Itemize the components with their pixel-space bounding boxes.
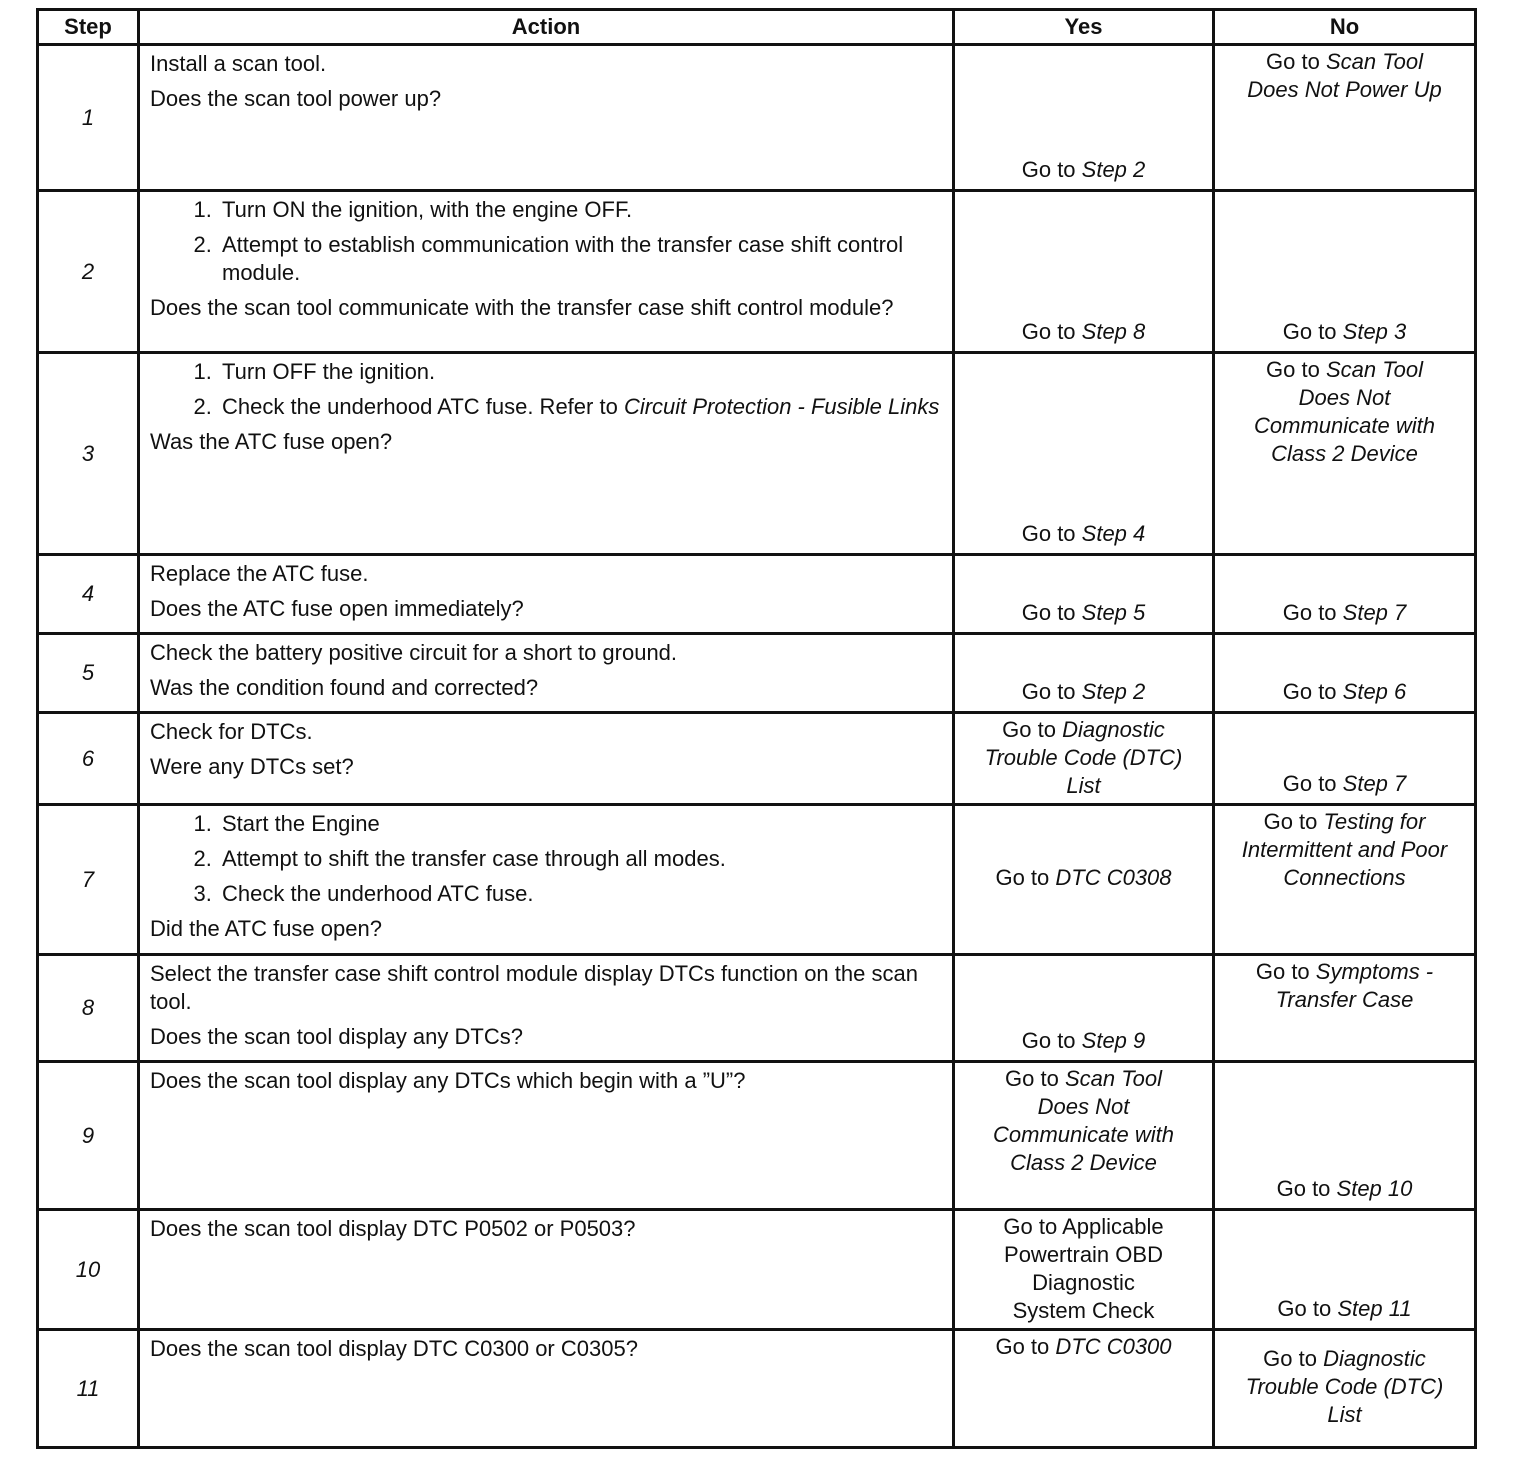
answer-stack xyxy=(959,356,1208,548)
text-run: Go to xyxy=(1282,679,1343,704)
text-run: Step 8 xyxy=(1081,319,1146,344)
action-steps xyxy=(150,358,942,421)
no-cell xyxy=(1214,805,1476,955)
spacer xyxy=(959,1177,1208,1203)
answer-line xyxy=(959,1121,1208,1149)
action-step: 3. Check the underhood ATC fuse. xyxy=(218,880,942,908)
table-row xyxy=(38,353,1476,555)
text-run: List xyxy=(1327,1402,1362,1427)
yes-cell xyxy=(954,1062,1214,1210)
no-cell xyxy=(1214,1330,1476,1448)
text-run: Go to xyxy=(1266,49,1326,74)
no-cell xyxy=(1214,1062,1476,1210)
answer-line xyxy=(1219,864,1470,892)
answer-line xyxy=(1219,599,1470,627)
yes-cell xyxy=(954,45,1214,191)
yes-cell xyxy=(954,1330,1214,1448)
text-run: List xyxy=(1066,773,1101,798)
text-run: Step 7 xyxy=(1342,600,1407,625)
no-cell xyxy=(1214,353,1476,555)
spacer xyxy=(1219,104,1470,184)
action-question: Does the scan tool communicate with the transfer case shift control module? xyxy=(150,295,894,320)
answer-line xyxy=(959,520,1208,548)
answer-stack xyxy=(1219,716,1470,798)
answer-line xyxy=(1219,1175,1470,1203)
text-run: Trouble Code (DTC) xyxy=(1245,1374,1444,1399)
table-row xyxy=(38,555,1476,634)
text-run: Communicate with xyxy=(993,1122,1174,1147)
table-row xyxy=(38,191,1476,353)
text-run: Class 2 Device xyxy=(1271,441,1418,466)
spacer xyxy=(959,808,1208,864)
no-cell xyxy=(1214,45,1476,191)
step-number: 8 xyxy=(38,955,139,1062)
action-question: Was the condition found and corrected? xyxy=(150,675,539,700)
spacer xyxy=(1219,637,1470,678)
table-row xyxy=(38,45,1476,191)
text-run: Does Not Power Up xyxy=(1247,77,1442,102)
text-run: Go to xyxy=(1266,357,1326,382)
text-run: DTC C0308 xyxy=(1055,865,1172,890)
spacer xyxy=(1219,716,1470,770)
text-run: DTC C0300 xyxy=(1055,1334,1172,1359)
answer-line xyxy=(959,1149,1208,1177)
spacer xyxy=(1219,558,1470,599)
answer-line xyxy=(1219,412,1470,440)
spacer xyxy=(1219,892,1470,948)
step-number: 11 xyxy=(38,1330,139,1448)
header-action: Action xyxy=(139,10,954,45)
action-text: Check the battery positive circuit for a short to ground. xyxy=(150,640,678,665)
text-run: Testing for xyxy=(1323,809,1426,834)
action-question: Does the scan tool display any DTCs which begin with a ”U”? xyxy=(150,1068,746,1093)
action-cell xyxy=(139,805,954,955)
answer-stack xyxy=(1219,1333,1470,1441)
table-row xyxy=(38,1330,1476,1448)
spacer xyxy=(1219,1429,1470,1441)
answer-line xyxy=(959,599,1208,627)
step-number: 7 xyxy=(38,805,139,955)
action-question: Were any DTCs set? xyxy=(150,754,354,779)
action-cell xyxy=(139,1210,954,1330)
answer-line xyxy=(959,156,1208,184)
spacer xyxy=(959,48,1208,156)
text-run: Go to xyxy=(1263,809,1324,834)
yes-cell xyxy=(954,1210,1214,1330)
action-cell xyxy=(139,353,954,555)
step-number: 3 xyxy=(38,353,139,555)
table-row xyxy=(38,1210,1476,1330)
text-run: Does Not xyxy=(1037,1094,1130,1119)
answer-line xyxy=(959,716,1208,744)
text-run: Go to xyxy=(995,865,1056,890)
action-text: Check for DTCs. xyxy=(150,719,313,744)
action-question: Does the scan tool display DTC P0502 or P0503? xyxy=(150,1216,636,1241)
answer-line xyxy=(959,1241,1208,1269)
text-run: Go to xyxy=(995,1334,1056,1359)
text-run: Transfer Case xyxy=(1275,987,1414,1012)
action-cell xyxy=(139,1062,954,1210)
text-run: Scan Tool xyxy=(1064,1066,1162,1091)
text-run: Step 9 xyxy=(1081,1028,1146,1053)
action-cell xyxy=(139,634,954,713)
answer-stack xyxy=(959,558,1208,627)
text-run: Go to xyxy=(1021,1028,1082,1053)
yes-cell xyxy=(954,634,1214,713)
text-run: Go to xyxy=(1021,521,1082,546)
answer-line xyxy=(1219,48,1470,76)
answer-stack xyxy=(959,1333,1208,1441)
answer-stack xyxy=(959,48,1208,184)
yes-cell xyxy=(954,805,1214,955)
step-number: 5 xyxy=(38,634,139,713)
action-question: Does the scan tool display any DTCs? xyxy=(150,1024,523,1049)
answer-line xyxy=(959,772,1208,800)
step-number: 1 xyxy=(38,45,139,191)
header-no: No xyxy=(1214,10,1476,45)
text-run: Diagnostic xyxy=(1062,717,1165,742)
answer-stack xyxy=(1219,1065,1470,1203)
text-run: Go to xyxy=(1282,771,1343,796)
answer-stack xyxy=(1219,958,1470,1055)
answer-line xyxy=(1219,318,1470,346)
answer-line xyxy=(1219,356,1470,384)
answer-line xyxy=(1219,986,1470,1014)
header-step: Step xyxy=(38,10,139,45)
answer-line xyxy=(959,744,1208,772)
yes-cell xyxy=(954,955,1214,1062)
answer-line xyxy=(1219,1401,1470,1429)
answer-line xyxy=(959,318,1208,346)
table-row xyxy=(38,1062,1476,1210)
no-cell xyxy=(1214,191,1476,353)
action-cell xyxy=(139,45,954,191)
text-run: Circuit Protection - Fusible Links xyxy=(623,394,940,419)
answer-line xyxy=(1219,1295,1470,1323)
answer-line xyxy=(1219,440,1470,468)
text-run: Go to xyxy=(1021,319,1082,344)
answer-stack xyxy=(959,1213,1208,1323)
answer-stack xyxy=(1219,1213,1470,1323)
answer-stack xyxy=(959,716,1208,798)
yes-cell xyxy=(954,191,1214,353)
action-question: Does the scan tool power up? xyxy=(150,86,442,111)
answer-stack xyxy=(1219,48,1470,184)
no-cell xyxy=(1214,1210,1476,1330)
step-number: 6 xyxy=(38,713,139,805)
answer-stack xyxy=(1219,356,1470,548)
spacer xyxy=(1219,1213,1470,1295)
text-run: Step 2 xyxy=(1081,157,1146,182)
spacer xyxy=(1219,1014,1470,1055)
answer-line xyxy=(1219,678,1470,706)
text-run: Check the underhood ATC fuse. Refer to xyxy=(222,394,624,419)
no-cell xyxy=(1214,555,1476,634)
spacer xyxy=(959,1361,1208,1441)
answer-line xyxy=(959,1027,1208,1055)
spacer xyxy=(959,558,1208,599)
action-question: Does the scan tool display DTC C0300 or C0305? xyxy=(150,1336,638,1361)
spacer xyxy=(959,958,1208,1027)
spacer xyxy=(1219,1065,1470,1175)
spacer xyxy=(959,892,1208,948)
text-run: Scan Tool xyxy=(1325,357,1423,382)
answer-line xyxy=(959,1269,1208,1297)
table-row xyxy=(38,713,1476,805)
text-run: Go to xyxy=(1002,717,1063,742)
answer-line xyxy=(1219,76,1470,104)
text-run: Go to xyxy=(1282,319,1343,344)
yes-cell xyxy=(954,353,1214,555)
text-run: Go to xyxy=(1277,1296,1338,1321)
answer-line xyxy=(959,1093,1208,1121)
text-run: Scan Tool xyxy=(1325,49,1423,74)
answer-line xyxy=(959,1333,1208,1361)
action-steps xyxy=(150,196,942,287)
answer-line xyxy=(959,1213,1208,1241)
no-cell xyxy=(1214,634,1476,713)
header-yes: Yes xyxy=(954,10,1214,45)
action-step xyxy=(218,393,942,421)
text-run: Class 2 Device xyxy=(1010,1150,1157,1175)
action-question: Did the ATC fuse open? xyxy=(150,916,382,941)
answer-stack xyxy=(1219,808,1470,948)
text-run: Symptoms - xyxy=(1315,959,1434,984)
text-run: Connections xyxy=(1283,865,1406,890)
answer-stack xyxy=(959,637,1208,706)
answer-line xyxy=(1219,770,1470,798)
action-cell xyxy=(139,955,954,1062)
action-step: 1. Turn OFF the ignition. xyxy=(218,358,942,386)
text-run: Trouble Code (DTC) xyxy=(984,745,1183,770)
answer-stack xyxy=(1219,637,1470,706)
text-run: Step 10 xyxy=(1336,1176,1413,1201)
action-text: Install a scan tool. xyxy=(150,51,327,76)
answer-line xyxy=(1219,384,1470,412)
text-run: Go to xyxy=(1021,157,1082,182)
answer-stack xyxy=(959,808,1208,948)
answer-line xyxy=(959,678,1208,706)
text-run: Communicate with xyxy=(1254,413,1435,438)
text-run: Step 4 xyxy=(1081,521,1146,546)
text-run: Go to xyxy=(1021,600,1082,625)
answer-stack xyxy=(959,1065,1208,1203)
answer-stack xyxy=(959,958,1208,1055)
text-run: Go to xyxy=(1005,1066,1065,1091)
yes-cell xyxy=(954,713,1214,805)
answer-line xyxy=(1219,958,1470,986)
text-run: Step 7 xyxy=(1342,771,1407,796)
text-run: Go to xyxy=(1021,679,1082,704)
diagnostic-table xyxy=(36,8,1477,1449)
spacer xyxy=(1219,194,1470,318)
spacer xyxy=(959,637,1208,678)
text-run: Powertrain OBD xyxy=(1004,1242,1163,1267)
text-run: Intermittent and Poor xyxy=(1241,837,1448,862)
answer-line xyxy=(959,1297,1208,1325)
action-step: 2. Attempt to shift the transfer case through all modes. xyxy=(218,845,942,873)
answer-line xyxy=(1219,1373,1470,1401)
answer-line xyxy=(1219,1345,1470,1373)
answer-stack xyxy=(1219,558,1470,627)
answer-stack xyxy=(1219,194,1470,346)
text-run: Step 11 xyxy=(1337,1296,1412,1321)
text-run: Go to xyxy=(1255,959,1316,984)
step-number: 10 xyxy=(38,1210,139,1330)
text-run: Step 5 xyxy=(1081,600,1146,625)
text-run: System Check xyxy=(1012,1298,1155,1323)
action-step: 1. Start the Engine xyxy=(218,810,942,838)
answer-line xyxy=(959,1065,1208,1093)
action-question: Does the ATC fuse open immediately? xyxy=(150,596,524,621)
action-question: Was the ATC fuse open? xyxy=(150,429,393,454)
text-run: Diagnostic xyxy=(1032,1270,1135,1295)
action-step: 1. Turn ON the ignition, with the engine OFF. xyxy=(218,196,942,224)
spacer xyxy=(1219,468,1470,548)
action-text: Replace the ATC fuse. xyxy=(150,561,369,586)
text-run: Does Not xyxy=(1298,385,1391,410)
header-row xyxy=(38,10,1476,45)
table-row xyxy=(38,955,1476,1062)
answer-line xyxy=(1219,836,1470,864)
text-run: Go to xyxy=(1276,1176,1337,1201)
action-cell xyxy=(139,713,954,805)
action-cell xyxy=(139,1330,954,1448)
answer-stack xyxy=(959,194,1208,346)
no-cell xyxy=(1214,713,1476,805)
spacer xyxy=(959,194,1208,318)
text-run: Step 3 xyxy=(1342,319,1407,344)
text-run: Go to Applicable xyxy=(1003,1214,1164,1239)
step-number: 2 xyxy=(38,191,139,353)
text-run: Step 2 xyxy=(1081,679,1146,704)
action-steps xyxy=(150,810,942,908)
text-run: Go to xyxy=(1282,600,1343,625)
answer-line xyxy=(959,864,1208,892)
table-row xyxy=(38,634,1476,713)
spacer xyxy=(1219,1333,1470,1345)
yes-cell xyxy=(954,555,1214,634)
text-run: Step 6 xyxy=(1342,679,1407,704)
step-number: 9 xyxy=(38,1062,139,1210)
text-run: Diagnostic xyxy=(1323,1346,1426,1371)
action-text: Select the transfer case shift control module display DTCs function on the scan tool. xyxy=(150,961,918,1014)
action-cell xyxy=(139,191,954,353)
no-cell xyxy=(1214,955,1476,1062)
action-cell xyxy=(139,555,954,634)
table-row xyxy=(38,805,1476,955)
spacer xyxy=(959,356,1208,520)
answer-line xyxy=(1219,808,1470,836)
action-step: 2. Attempt to establish communication with the transfer case shift control module. xyxy=(218,231,942,287)
step-number: 4 xyxy=(38,555,139,634)
text-run: Go to xyxy=(1263,1346,1324,1371)
